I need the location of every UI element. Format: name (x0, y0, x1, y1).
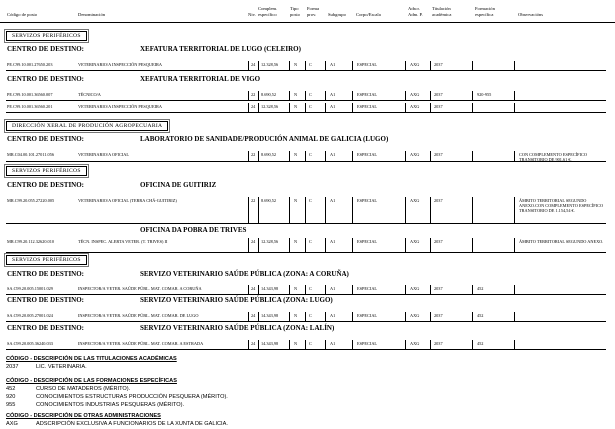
column-divider (325, 340, 326, 349)
cell-complem: 14.343,98 (261, 341, 279, 346)
cell-tipo: N (294, 92, 298, 97)
cell-complem: 14.343,98 (261, 313, 279, 318)
footer-formacion-item (6, 386, 130, 392)
footer-administraciones-title: CÓDIGO - DESCRIPCIÓN DE OTRAS ADMINISTRACIONES (6, 413, 161, 419)
section-title: SERVIZOS PERIFÉRICOS (6, 31, 87, 41)
cell-titulacion: 2037 (434, 198, 443, 203)
column-divider (248, 340, 249, 349)
cell-tipo: N (294, 286, 298, 291)
cell-forma: C (309, 62, 312, 67)
column-divider (305, 151, 306, 161)
cell-corpo: ESPECIAL (357, 239, 378, 244)
column-divider (430, 91, 431, 100)
cell-complem: 8.690,52 (261, 198, 277, 203)
column-divider (472, 151, 473, 161)
section-title: SERVIZOS PERIFÉRICOS (6, 166, 87, 176)
column-divider (405, 285, 406, 294)
cell-adscr: AXG (410, 92, 420, 97)
row-divider (6, 161, 606, 162)
cell-subgrupo: A1 (330, 341, 336, 346)
footer-titulacion-item (6, 364, 87, 370)
cell-denom: VETERINARIO/A OFICIAL (TERRA CHÁ-GUITIRIZ) (78, 198, 177, 203)
cell-denom: VETERINARIO/A INSPECCIÓN PESQUEIRA (78, 104, 163, 109)
cell-corpo: ESPECIAL (357, 341, 378, 346)
column-divider (258, 285, 259, 294)
cell-subgrupo: A1 (330, 313, 336, 318)
cell-forma: C (309, 286, 312, 291)
cell-complem: 8.690,52 (261, 92, 277, 97)
header-titulacion: Titulación (432, 6, 451, 11)
cell-corpo: ESPECIAL (357, 62, 378, 67)
centro-name: LABORATORIO DE SANIDADE/PRODUCIÓN ANIMAL DE GALICIA (LUGO) (140, 135, 389, 143)
column-divider (258, 340, 259, 349)
centro-name: XEFATURA TERRITORIAL DE VIGO (140, 75, 261, 83)
cell-denom: TÉCNICO/A (78, 92, 101, 97)
column-divider (325, 312, 326, 321)
cell-formacion: 452 (477, 286, 484, 291)
cell-adscr: AXG (410, 313, 420, 318)
centro-label: CENTRO DE DESTINO: (7, 75, 85, 83)
centro-label: CENTRO DE DESTINO: (7, 324, 85, 332)
column-divider (289, 151, 290, 161)
header-formacion: Formación (475, 6, 495, 11)
column-divider (289, 312, 290, 321)
cell-forma: C (309, 92, 312, 97)
footer-desc: CONOCIMIENTOS ESTRUCTURAS PRODUCCIÓN PESQUERA (MÉRITO). (36, 394, 228, 400)
column-divider (325, 238, 326, 252)
column-divider (472, 103, 473, 112)
footer-code: 920 (6, 394, 16, 400)
cell-nivel: 22 (251, 198, 256, 203)
cell-formacion: 920-955 (477, 92, 492, 97)
column-divider (248, 103, 249, 112)
column-divider (430, 340, 431, 349)
column-divider (305, 238, 306, 252)
footer-formaciones-title: CÓDIGO - DESCRIPCIÓN DE LAS FORMACIONES ESPECÍFICAS (6, 378, 177, 384)
column-divider (514, 285, 515, 294)
footer-code: 2037 (6, 364, 19, 370)
column-divider (430, 285, 431, 294)
cell-formacion: 452 (477, 341, 484, 346)
column-divider (248, 61, 249, 70)
cell-adscr: AXG (410, 198, 420, 203)
footer-desc: ADSCRIPCIÓN EXCLUSIVA A FUNCIONARIOS DE LA XUNTA DE GALICIA. (36, 421, 228, 427)
cell-formacion: 452 (477, 313, 484, 318)
cell-adscr: AXG (410, 152, 420, 157)
centro-label: CENTRO DE DESTINO: (7, 296, 85, 304)
column-divider (289, 197, 290, 223)
column-divider (325, 61, 326, 70)
cell-corpo: ESPECIAL (357, 313, 378, 318)
cell-titulacion: 2037 (434, 92, 443, 97)
footer-code: AXG (6, 421, 18, 427)
column-divider (258, 61, 259, 70)
column-divider (289, 340, 290, 349)
header-especifico: específico (258, 12, 277, 17)
cell-subgrupo: A1 (330, 286, 336, 291)
centro-label: CENTRO DE DESTINO: (7, 270, 85, 278)
header-forma: Forma (307, 6, 319, 11)
cell-corpo: ESPECIAL (357, 92, 378, 97)
cell-nivel: 24 (251, 104, 256, 109)
cell-codigo: PE.C99.10.001.36560.201 (7, 104, 53, 109)
column-divider (472, 197, 473, 223)
column-divider (305, 103, 306, 112)
column-divider (405, 238, 406, 252)
header-denominacion: Denominación (78, 12, 106, 17)
centro-name: SERVIZO VETERINARIO SAÚDE PÚBLICA (ZONA: A CORUÑA) (140, 270, 349, 278)
column-divider (325, 285, 326, 294)
header-tipo: Tipo (290, 6, 299, 11)
cell-tipo: N (294, 62, 298, 67)
table-row (0, 91, 615, 100)
column-divider (430, 103, 431, 112)
column-divider (248, 197, 249, 223)
column-divider (472, 91, 473, 100)
column-divider (472, 238, 473, 252)
cell-tipo: N (294, 239, 298, 244)
cell-denom: TÉCN. INSPEC. ALERTA VETER. (T. TRIVES) II (78, 239, 168, 244)
cell-adscr: AXG (410, 239, 420, 244)
cell-complem: 12.328,56 (261, 62, 279, 67)
centro-name: SERVIZO VETERINARIO SAÚDE PÚBLICA (ZONA: LALÍN) (140, 324, 335, 332)
cell-corpo: ESPECIAL (357, 152, 378, 157)
row-divider (6, 112, 606, 113)
cell-subgrupo: A1 (330, 239, 336, 244)
column-divider (472, 285, 473, 294)
centro-name: XEFATURA TERRITORIAL DE LUGO (CELEIRO) (140, 45, 301, 53)
cell-titulacion: 2037 (434, 239, 443, 244)
column-divider (405, 103, 406, 112)
cell-subgrupo: A1 (330, 152, 336, 157)
table-row (0, 197, 615, 223)
cell-forma: C (309, 313, 312, 318)
header-nivel: Niv. (248, 12, 256, 17)
cell-codigo: PE.C99.10.001.36560.007 (7, 92, 53, 97)
cell-tipo: N (294, 313, 298, 318)
table-row (0, 285, 615, 294)
column-divider (248, 238, 249, 252)
column-divider (352, 340, 353, 349)
table-row (0, 340, 615, 349)
table-row (0, 103, 615, 112)
cell-codigo: MR.C99.20.112.32620.010 (7, 239, 54, 244)
section-title: SERVIZOS PERIFÉRICOS (6, 255, 87, 265)
cell-tipo: N (294, 198, 298, 203)
column-divider (248, 151, 249, 161)
table-row (0, 312, 615, 321)
cell-corpo: ESPECIAL (357, 198, 378, 203)
column-divider (305, 312, 306, 321)
cell-forma: C (309, 341, 312, 346)
column-divider (325, 197, 326, 223)
column-divider (258, 238, 259, 252)
footer-formacion-item (6, 402, 184, 408)
cell-adscr: AXG (410, 286, 420, 291)
cell-titulacion: 2037 (434, 341, 443, 346)
column-divider (514, 238, 515, 252)
row-divider (6, 70, 606, 71)
column-divider (514, 312, 515, 321)
cell-codigo: PE.C99.10.001.27650.203 (7, 62, 53, 67)
column-divider (289, 61, 290, 70)
row-divider (6, 100, 606, 101)
column-divider (258, 151, 259, 161)
footer-formacion-item (6, 394, 228, 400)
cell-nivel: 24 (251, 62, 256, 67)
column-divider (289, 285, 290, 294)
column-divider (514, 91, 515, 100)
column-divider (352, 103, 353, 112)
row-divider (6, 252, 606, 253)
table-row (0, 238, 615, 252)
header-complem: Complem. (258, 6, 278, 11)
centro-label: CENTRO DE DESTINO: (7, 45, 85, 53)
column-divider (472, 61, 473, 70)
cell-codigo: SA.C99.20.005.27001.024 (7, 313, 53, 318)
column-divider (258, 312, 259, 321)
cell-codigo: SA.C99.20.005.36240.033 (7, 341, 53, 346)
table-row (0, 61, 615, 70)
column-divider (514, 197, 515, 223)
cell-adscr: AXG (410, 62, 420, 67)
cell-subgrupo: A1 (330, 104, 336, 109)
footer-desc: LIC. VETERINARIA. (36, 364, 87, 370)
cell-obs: ÁMBITO TERRITORIAL SEGUNDO ANEXO.CON COMPLEMENTO ESPECÍFICO TRANSITORIO DE 1.154,54 €. (519, 198, 604, 213)
column-divider (405, 197, 406, 223)
cell-obs: CON COMPLEMENTO ESPECÍFICO TRANSITORIO DE 901,61 €. (519, 152, 587, 162)
cell-titulacion: 2037 (434, 62, 443, 67)
cell-codigo: MR.C99.20.055.27220.005 (7, 198, 55, 203)
cell-tipo: N (294, 152, 298, 157)
cell-titulacion: 2037 (434, 104, 443, 109)
column-divider (289, 103, 290, 112)
cell-adscr: AXG (410, 341, 420, 346)
column-divider (514, 103, 515, 112)
cell-subgrupo: A1 (330, 62, 336, 67)
column-divider (514, 61, 515, 70)
column-divider (514, 151, 515, 161)
column-divider (514, 340, 515, 349)
cell-nivel: 22 (251, 152, 256, 157)
footer-titulaciones-title: CÓDIGO - DESCRIPCIÓN DE LAS TITULACIONES ACADÉMICAS (6, 356, 177, 362)
cell-corpo: ESPECIAL (357, 286, 378, 291)
cell-denom: INSPECTOR/A VETER. SAÚDE PÚBL. MAT. COMAR. A CORUÑA (78, 286, 202, 291)
column-divider (352, 61, 353, 70)
column-divider (352, 238, 353, 252)
column-divider (430, 61, 431, 70)
footer-administracion-item (6, 421, 228, 427)
cell-codigo: MR.C04.00.101.27011.056 (7, 152, 54, 157)
cell-denom: VETERINARIO/A OFICIAL (78, 152, 129, 157)
column-divider (305, 91, 306, 100)
cell-nivel: 24 (251, 313, 256, 318)
column-divider (405, 61, 406, 70)
footer-code: 452 (6, 386, 16, 392)
cell-subgrupo: A1 (330, 198, 336, 203)
header-observacions: Observacións (518, 12, 544, 17)
cell-complem: 12.328,56 (261, 239, 279, 244)
column-divider (325, 103, 326, 112)
column-divider (352, 91, 353, 100)
column-divider (325, 151, 326, 161)
header-adm: Adm. P. (408, 12, 423, 17)
cell-forma: C (309, 152, 312, 157)
cell-complem: 14.343,98 (261, 286, 279, 291)
cell-denom: INSPECTOR/A VETER. SAÚDE PÚBL. MAT. COMAR. DE LUGO (78, 313, 199, 318)
column-divider (352, 312, 353, 321)
cell-forma: C (309, 104, 312, 109)
cell-adscr: AXG (410, 104, 420, 109)
cell-titulacion: 2037 (434, 313, 443, 318)
cell-corpo: ESPECIAL (357, 104, 378, 109)
column-divider (405, 312, 406, 321)
column-divider (472, 340, 473, 349)
header-codigo: Código de posto (7, 12, 38, 17)
column-divider (258, 91, 259, 100)
column-divider (305, 340, 306, 349)
column-divider (405, 340, 406, 349)
column-divider (430, 197, 431, 223)
cell-complem: 12.328,56 (261, 104, 279, 109)
cell-nivel: 24 (251, 286, 256, 291)
column-divider (352, 197, 353, 223)
column-divider (305, 285, 306, 294)
cell-tipo: N (294, 341, 298, 346)
cell-titulacion: 2037 (434, 152, 443, 157)
cell-denom: VETERINARIO/A INSPECCIÓN PESQUEIRA (78, 62, 163, 67)
footer-desc: CONOCIMIENTOS INDUSTRIAS PESQUERAS (MÉRITO). (36, 402, 185, 408)
cell-subgrupo: A1 (330, 92, 336, 97)
row-divider (6, 349, 606, 350)
cell-complem: 8.690,52 (261, 152, 277, 157)
column-divider (325, 91, 326, 100)
centro-name: OFICINA DE GUITIRIZ (140, 181, 217, 189)
header-posto: posto (290, 12, 300, 17)
centro-name: SERVIZO VETERINARIO SAÚDE PÚBLICA (ZONA: LUGO) (140, 296, 333, 304)
column-divider (405, 91, 406, 100)
footer-desc: CURSO DE MATADEROS (MÉRITO). (36, 386, 131, 392)
column-divider (352, 151, 353, 161)
header-corpo: Corpo/Escala (356, 12, 381, 17)
centro-name: OFICINA DA POBRA DE TRIVES (140, 226, 247, 234)
column-divider (305, 61, 306, 70)
column-divider (405, 151, 406, 161)
column-divider (430, 238, 431, 252)
header-formespecifica: específica (475, 12, 494, 17)
column-divider (258, 103, 259, 112)
cell-titulacion: 2037 (434, 286, 443, 291)
row-divider (6, 321, 606, 322)
cell-forma: C (309, 198, 312, 203)
column-divider (248, 312, 249, 321)
column-divider (305, 197, 306, 223)
column-divider (248, 91, 249, 100)
table-row (0, 151, 615, 161)
column-divider (430, 312, 431, 321)
cell-denom: INSPECTOR/A VETER. SAÚDE PÚBL. MAT. COMAR. A ESTRADA (78, 341, 204, 346)
cell-nivel: 24 (251, 239, 256, 244)
column-divider (472, 312, 473, 321)
cell-nivel: 22 (251, 92, 256, 97)
cell-forma: C (309, 239, 312, 244)
centro-label: CENTRO DE DESTINO: (7, 181, 85, 189)
column-divider (248, 285, 249, 294)
column-divider (430, 151, 431, 161)
cell-nivel: 24 (251, 341, 256, 346)
header-subgrupo: Subgrupo (328, 12, 346, 17)
header-adscr: Adscr. (408, 6, 420, 11)
column-divider (352, 285, 353, 294)
centro-label: CENTRO DE DESTINO: (7, 135, 85, 143)
column-divider (289, 238, 290, 252)
header-prov: prov. (307, 12, 317, 17)
row-divider (6, 223, 606, 224)
footer-code: 955 (6, 402, 16, 408)
cell-tipo: N (294, 104, 298, 109)
header-academica: académica (432, 12, 452, 17)
table-header (0, 0, 615, 23)
cell-codigo: SA.C99.20.005.15001.029 (7, 286, 53, 291)
column-divider (289, 91, 290, 100)
section-title: DIRECCIÓN XERAL DE PRODUCIÓN AGROPECUARIA (6, 121, 168, 131)
cell-obs: ÁMBITO TERRITORIAL SEGUNDO ANEXO. (519, 239, 604, 244)
column-divider (258, 197, 259, 223)
row-divider (6, 294, 606, 295)
